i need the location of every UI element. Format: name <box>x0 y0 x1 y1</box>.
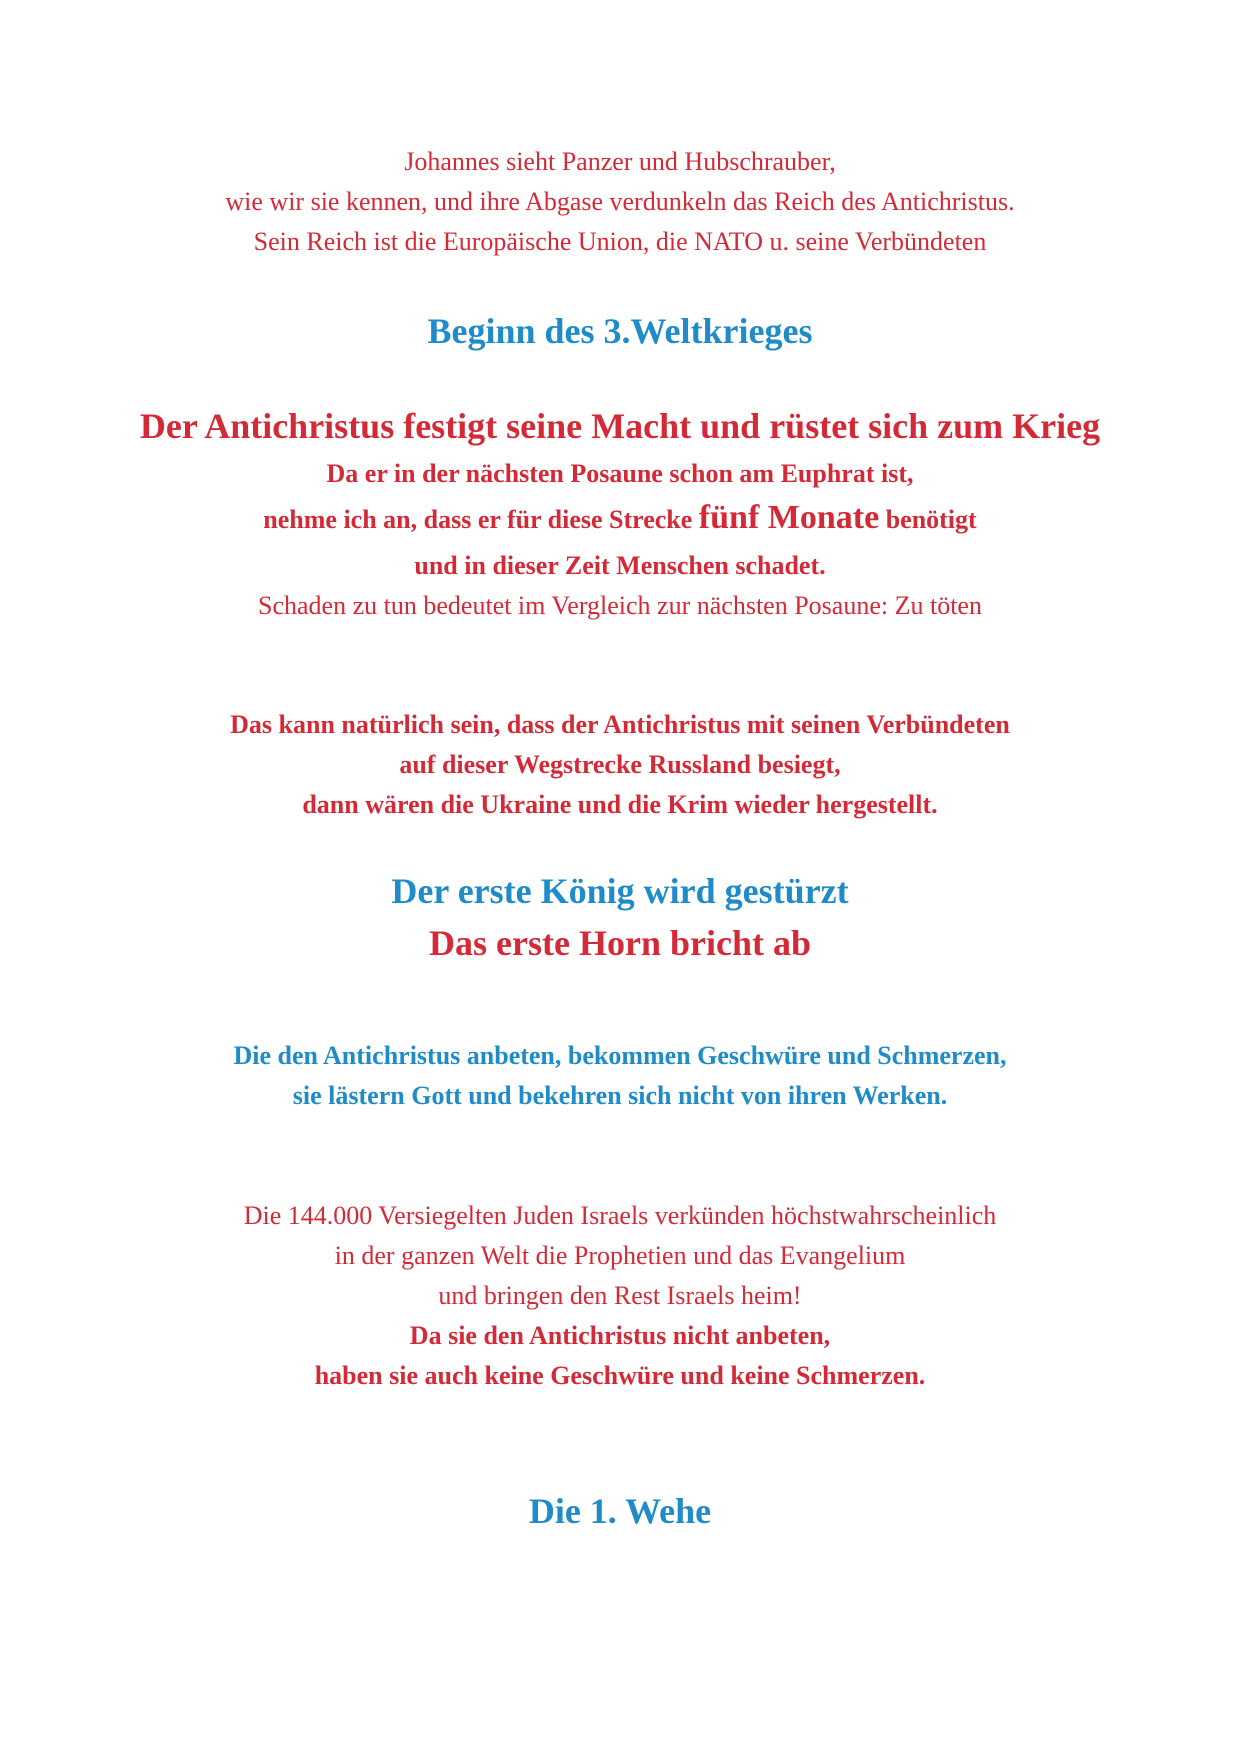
heading-first-king: Der erste König wird gestürzt <box>391 871 849 911</box>
intro-line-3: Sein Reich ist die Europäische Union, die NATO u. seine Verbündeten <box>253 227 987 256</box>
heading-first-woe: Die 1. Wehe <box>528 1491 712 1531</box>
section1-five-months: fünf Monate <box>698 499 880 536</box>
section4-line-3: und bringen den Rest Israels heim! <box>438 1281 802 1310</box>
section4-line-2: in der ganzen Welt die Prophetien und das Evangelium <box>334 1241 906 1270</box>
intro-line-1: Johannes sieht Panzer und Hubschrauber, <box>404 147 836 176</box>
section2-line-3: dann wären die Ukraine und die Krim wieder hergestellt. <box>302 790 938 819</box>
section2-line-1: Das kann natürlich sein, dass der Antichristus mit seinen Verbündeten <box>230 710 1010 739</box>
section1-line-3: und in dieser Zeit Menschen schadet. <box>414 551 826 580</box>
section4-line-5: haben sie auch keine Geschwüre und keine Schmerzen. <box>314 1361 926 1390</box>
section1-line-4: Schaden zu tun bedeutet im Vergleich zur nächsten Posaune: Zu töten <box>258 591 982 620</box>
section4-line-1: Die 144.000 Versiegelten Juden Israels verkünden höchstwahrscheinlich <box>243 1201 997 1230</box>
section3-line-1: Die den Antichristus anbeten, bekommen Geschwüre und Schmerzen, <box>233 1041 1007 1070</box>
section4-line-4: Da sie den Antichristus nicht anbeten, <box>409 1321 831 1350</box>
heading-first-horn: Das erste Horn bricht ab <box>429 923 811 963</box>
heading-world-war: Beginn des 3.Weltkrieges <box>427 311 813 351</box>
section1-line-2-post: benötigt <box>885 505 977 534</box>
section1-line-2 <box>0 498 1240 539</box>
section1-line-1: Da er in der nächsten Posaune schon am Euphrat ist, <box>326 459 914 488</box>
section1-line-2-pre: nehme ich an, dass er für diese Strecke <box>263 505 693 534</box>
section1-title: Der Antichristus festigt seine Macht und rüstet sich zum Krieg <box>139 406 1101 446</box>
intro-line-2: wie wir sie kennen, und ihre Abgase verdunkeln das Reich des Antichristus. <box>225 187 1015 216</box>
section3-line-2: sie lästern Gott und bekehren sich nicht von ihren Werken. <box>292 1081 948 1110</box>
section2-line-2: auf dieser Wegstrecke Russland besiegt, <box>399 750 841 779</box>
